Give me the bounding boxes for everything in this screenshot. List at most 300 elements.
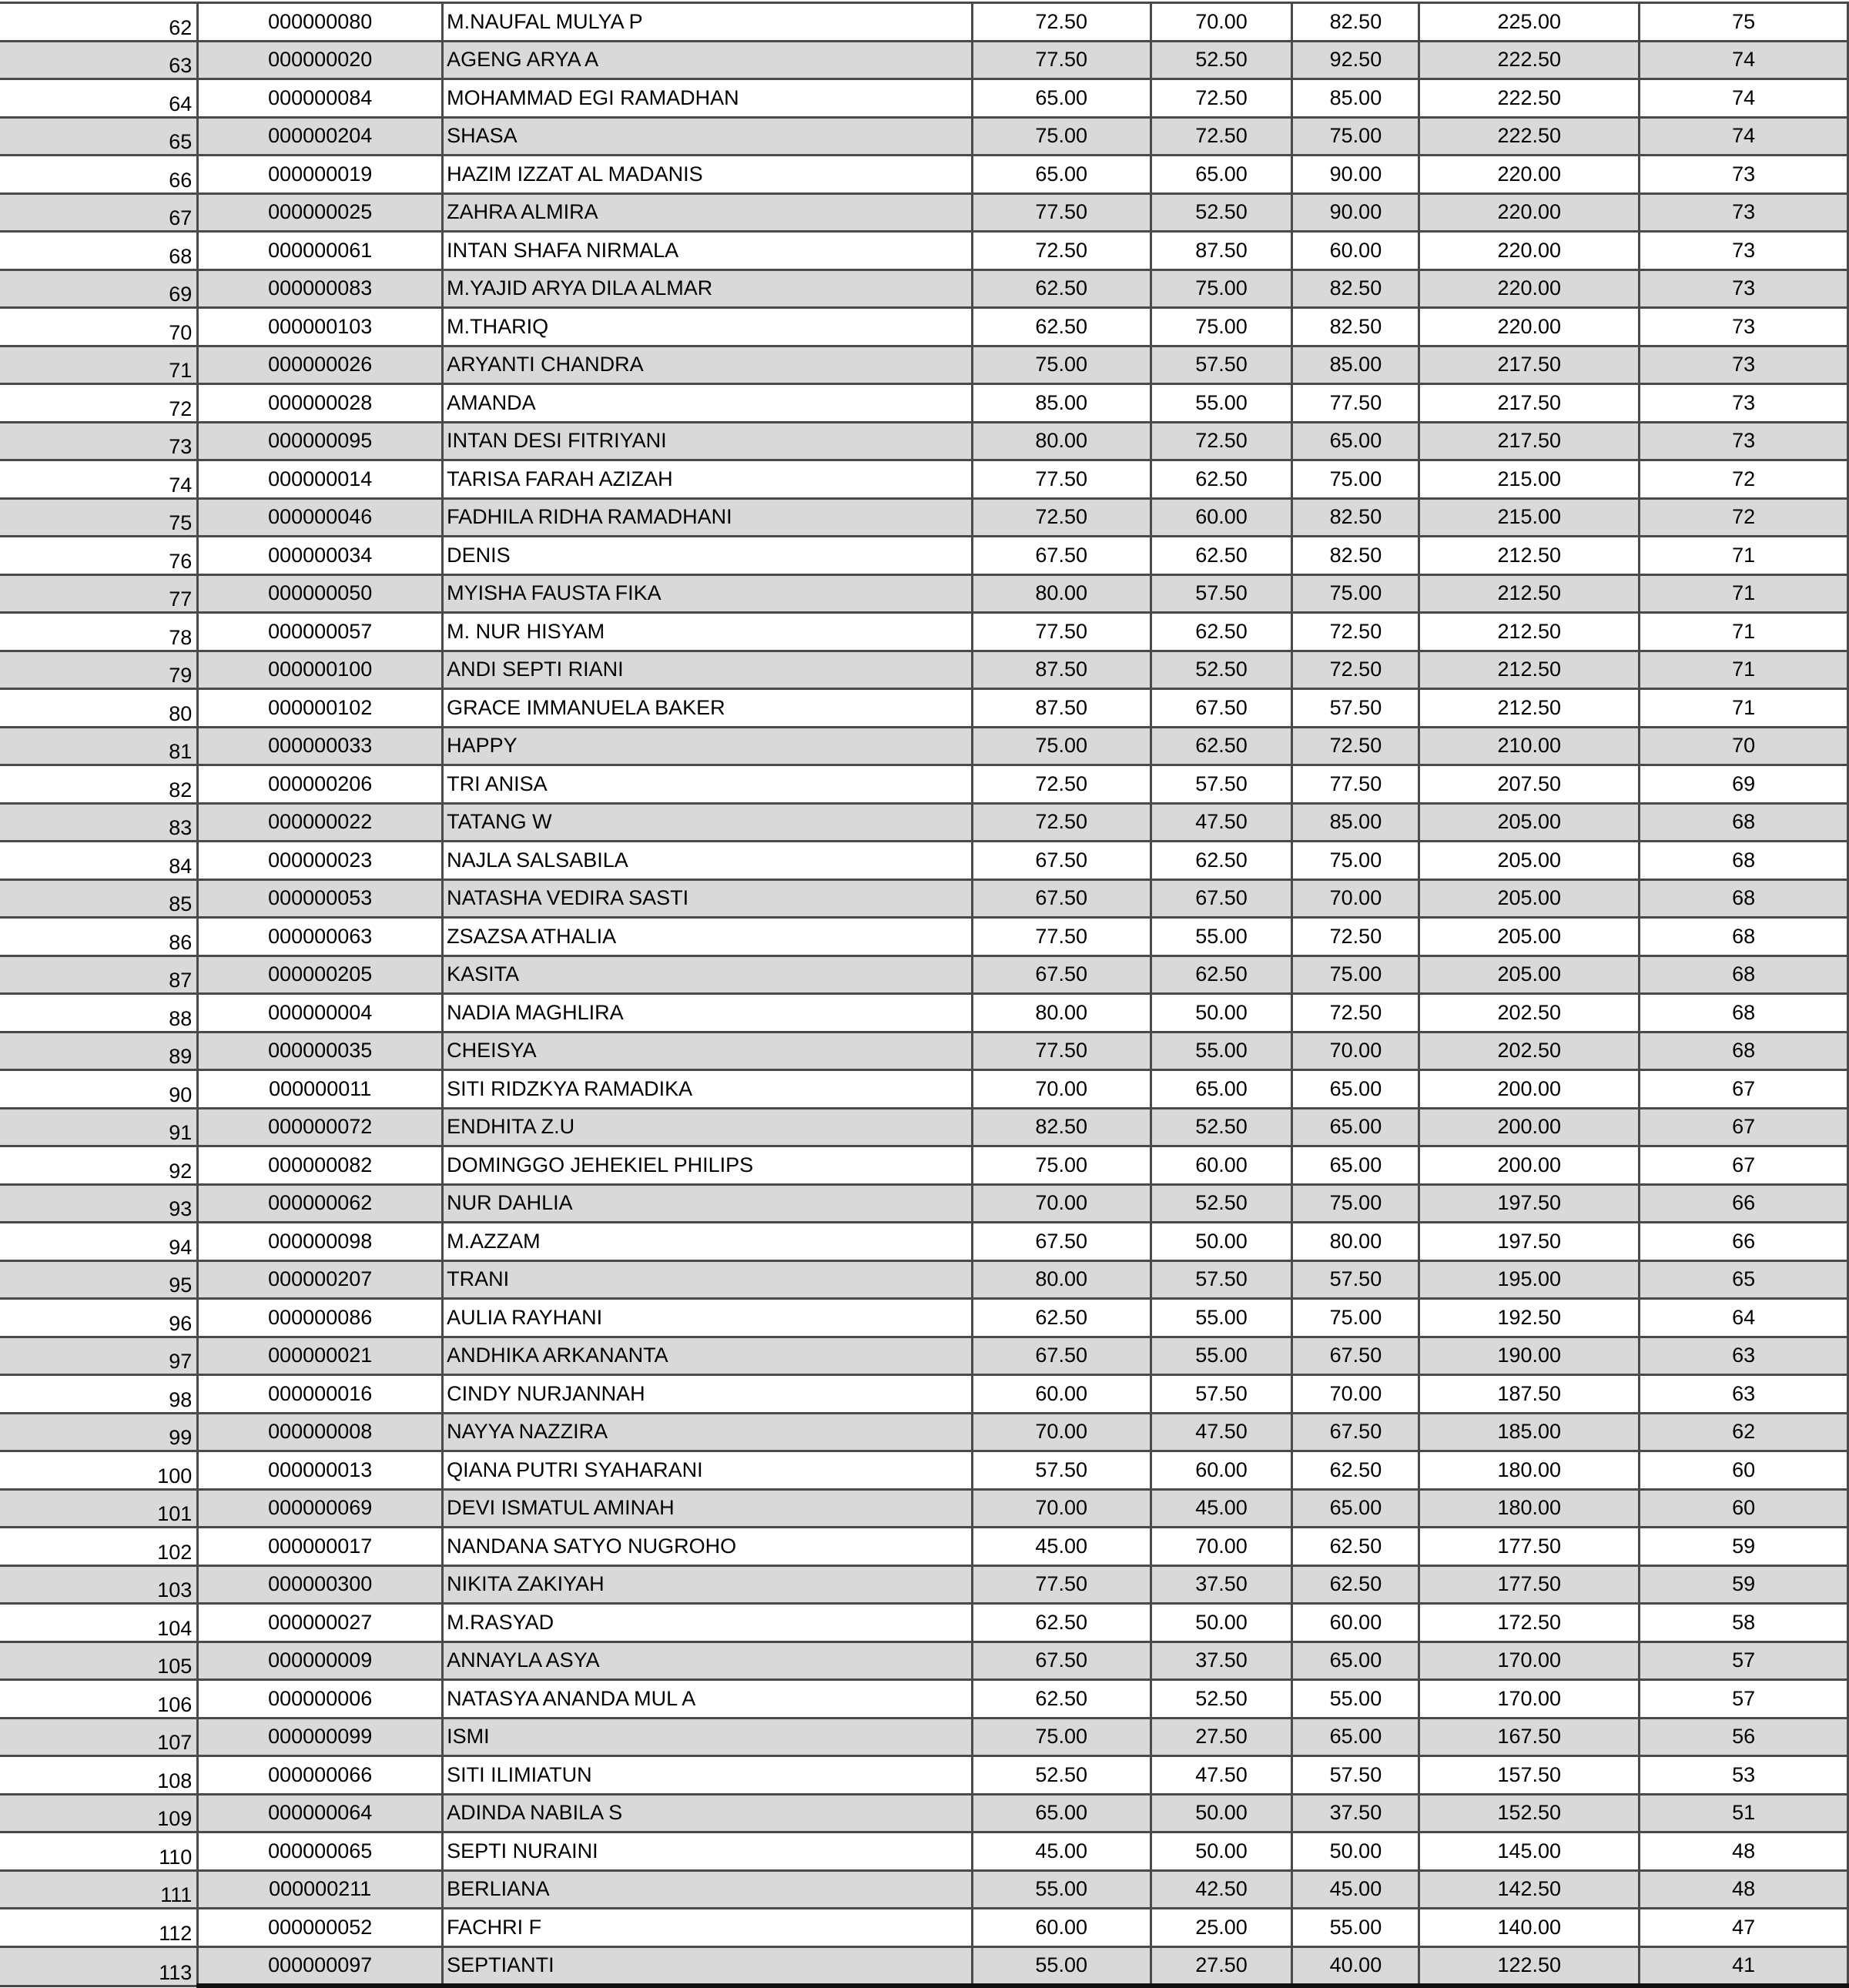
score-3-cell: 60.00	[1292, 232, 1419, 270]
score-3-cell: 75.00	[1292, 1184, 1419, 1223]
final-score-cell: 68	[1640, 918, 1848, 956]
total-cell: 217.50	[1419, 422, 1640, 460]
final-score-cell: 48	[1640, 1832, 1848, 1871]
final-score-cell: 67	[1640, 1108, 1848, 1146]
table-row	[0, 994, 1848, 1032]
row-number-cell: 93	[0, 1184, 198, 1223]
row-number-cell: 98	[0, 1375, 198, 1414]
score-3-cell: 72.50	[1292, 727, 1419, 765]
id-cell: 000000035	[198, 1032, 443, 1070]
score-2-cell: 70.00	[1151, 1528, 1292, 1566]
table-row	[0, 1146, 1848, 1185]
score-2-cell: 37.50	[1151, 1642, 1292, 1680]
table-row	[0, 765, 1848, 804]
score-3-cell: 65.00	[1292, 1070, 1419, 1109]
score-3-cell: 82.50	[1292, 498, 1419, 537]
score-2-cell: 55.00	[1151, 918, 1292, 956]
name-cell: FADHILA RIDHA RAMADHANI	[443, 498, 973, 537]
final-score-cell: 68	[1640, 1032, 1848, 1070]
id-cell: 000000004	[198, 994, 443, 1032]
score-2-cell: 55.00	[1151, 1032, 1292, 1070]
score-1-cell: 62.50	[972, 1299, 1151, 1337]
id-cell: 000000207	[198, 1260, 443, 1299]
score-2-cell: 60.00	[1151, 1451, 1292, 1490]
table-row	[0, 1299, 1848, 1337]
id-cell: 000000300	[198, 1565, 443, 1604]
id-cell: 000000025	[198, 193, 443, 232]
final-score-cell: 67	[1640, 1146, 1848, 1185]
score-1-cell: 87.50	[972, 689, 1151, 728]
score-3-cell: 75.00	[1292, 842, 1419, 880]
final-score-cell: 71	[1640, 651, 1848, 689]
score-3-cell: 82.50	[1292, 3, 1419, 42]
row-number-cell: 104	[0, 1604, 198, 1642]
score-2-cell: 57.50	[1151, 765, 1292, 804]
id-cell: 000000016	[198, 1375, 443, 1414]
score-1-cell: 67.50	[972, 842, 1151, 880]
score-3-cell: 55.00	[1292, 1680, 1419, 1719]
score-3-cell: 75.00	[1292, 1299, 1419, 1337]
name-cell: HAZIM IZZAT AL MADANIS	[443, 156, 973, 194]
name-cell: M. NUR HISYAM	[443, 613, 973, 651]
id-cell: 000000023	[198, 842, 443, 880]
score-2-cell: 65.00	[1151, 156, 1292, 194]
row-number-cell: 103	[0, 1565, 198, 1604]
total-cell: 222.50	[1419, 79, 1640, 118]
id-cell: 000000028	[198, 384, 443, 423]
name-cell: ANNAYLA ASYA	[443, 1642, 973, 1680]
id-cell: 000000102	[198, 689, 443, 728]
row-number-cell: 96	[0, 1299, 198, 1337]
name-cell: TARISA FARAH AZIZAH	[443, 460, 973, 499]
final-score-cell: 69	[1640, 765, 1848, 804]
name-cell: HAPPY	[443, 727, 973, 765]
score-2-cell: 75.00	[1151, 308, 1292, 346]
score-2-cell: 50.00	[1151, 994, 1292, 1032]
row-number-cell: 105	[0, 1642, 198, 1680]
name-cell: INTAN SHAFA NIRMALA	[443, 232, 973, 270]
id-cell: 000000008	[198, 1413, 443, 1451]
final-score-cell: 59	[1640, 1528, 1848, 1566]
name-cell: NAYYA NAZZIRA	[443, 1413, 973, 1451]
table-row	[0, 1375, 1848, 1414]
score-3-cell: 70.00	[1292, 879, 1419, 918]
score-3-cell: 82.50	[1292, 269, 1419, 308]
final-score-cell: 53	[1640, 1756, 1848, 1795]
results-table	[0, 2, 1849, 1988]
total-cell: 202.50	[1419, 994, 1640, 1032]
row-number-cell: 62	[0, 3, 198, 42]
score-1-cell: 77.50	[972, 193, 1151, 232]
score-1-cell: 80.00	[972, 422, 1151, 460]
row-number-cell: 64	[0, 79, 198, 118]
table-row	[0, 156, 1848, 194]
row-number-cell: 95	[0, 1260, 198, 1299]
score-3-cell: 85.00	[1292, 803, 1419, 842]
score-2-cell: 72.50	[1151, 79, 1292, 118]
total-cell: 205.00	[1419, 803, 1640, 842]
score-3-cell: 82.50	[1292, 537, 1419, 575]
table-row	[0, 1756, 1848, 1795]
total-cell: 152.50	[1419, 1794, 1640, 1832]
score-2-cell: 45.00	[1151, 1489, 1292, 1528]
id-cell: 000000211	[198, 1870, 443, 1909]
total-cell: 212.50	[1419, 574, 1640, 613]
score-3-cell: 37.50	[1292, 1794, 1419, 1832]
score-2-cell: 50.00	[1151, 1604, 1292, 1642]
final-score-cell: 68	[1640, 956, 1848, 994]
id-cell: 000000050	[198, 574, 443, 613]
table-row	[0, 918, 1848, 956]
score-1-cell: 62.50	[972, 308, 1151, 346]
row-number-cell: 110	[0, 1832, 198, 1871]
total-cell: 222.50	[1419, 117, 1640, 156]
total-cell: 210.00	[1419, 727, 1640, 765]
name-cell: AMANDA	[443, 384, 973, 423]
final-score-cell: 73	[1640, 308, 1848, 346]
total-cell: 222.50	[1419, 41, 1640, 79]
score-1-cell: 55.00	[972, 1946, 1151, 1986]
row-number-cell: 68	[0, 232, 198, 270]
score-1-cell: 77.50	[972, 918, 1151, 956]
table-row	[0, 651, 1848, 689]
id-cell: 000000095	[198, 422, 443, 460]
score-2-cell: 27.50	[1151, 1946, 1292, 1986]
table-row	[0, 1223, 1848, 1261]
score-1-cell: 85.00	[972, 384, 1151, 423]
table-row	[0, 1108, 1848, 1146]
score-2-cell: 75.00	[1151, 269, 1292, 308]
name-cell: QIANA PUTRI SYAHARANI	[443, 1451, 973, 1490]
score-2-cell: 50.00	[1151, 1832, 1292, 1871]
row-number-cell: 113	[0, 1946, 198, 1986]
total-cell: 217.50	[1419, 384, 1640, 423]
row-number-cell: 91	[0, 1108, 198, 1146]
final-score-cell: 66	[1640, 1184, 1848, 1223]
total-cell: 200.00	[1419, 1070, 1640, 1109]
name-cell: SEPTI NURAINI	[443, 1832, 973, 1871]
table-row	[0, 3, 1848, 42]
score-2-cell: 72.50	[1151, 422, 1292, 460]
score-3-cell: 55.00	[1292, 1909, 1419, 1947]
score-3-cell: 77.50	[1292, 384, 1419, 423]
score-2-cell: 52.50	[1151, 1108, 1292, 1146]
total-cell: 157.50	[1419, 1756, 1640, 1795]
score-3-cell: 75.00	[1292, 460, 1419, 499]
total-cell: 197.50	[1419, 1223, 1640, 1261]
score-3-cell: 92.50	[1292, 41, 1419, 79]
score-1-cell: 45.00	[972, 1832, 1151, 1871]
score-1-cell: 52.50	[972, 1756, 1151, 1795]
score-1-cell: 70.00	[972, 1070, 1151, 1109]
name-cell: AULIA RAYHANI	[443, 1299, 973, 1337]
final-score-cell: 73	[1640, 156, 1848, 194]
row-number-cell: 67	[0, 193, 198, 232]
row-number-cell: 70	[0, 308, 198, 346]
final-score-cell: 59	[1640, 1565, 1848, 1604]
name-cell: SEPTIANTI	[443, 1946, 973, 1986]
total-cell: 220.00	[1419, 308, 1640, 346]
total-cell: 192.50	[1419, 1299, 1640, 1337]
row-number-cell: 99	[0, 1413, 198, 1451]
total-cell: 212.50	[1419, 651, 1640, 689]
total-cell: 207.50	[1419, 765, 1640, 804]
score-3-cell: 60.00	[1292, 1604, 1419, 1642]
total-cell: 220.00	[1419, 193, 1640, 232]
score-2-cell: 67.50	[1151, 689, 1292, 728]
id-cell: 000000097	[198, 1946, 443, 1986]
total-cell: 122.50	[1419, 1946, 1640, 1986]
score-1-cell: 80.00	[972, 574, 1151, 613]
score-1-cell: 77.50	[972, 613, 1151, 651]
score-3-cell: 62.50	[1292, 1565, 1419, 1604]
score-1-cell: 70.00	[972, 1184, 1151, 1223]
table-row	[0, 1946, 1848, 1986]
score-1-cell: 72.50	[972, 498, 1151, 537]
table-row	[0, 346, 1848, 384]
total-cell: 180.00	[1419, 1451, 1640, 1490]
score-1-cell: 77.50	[972, 41, 1151, 79]
total-cell: 220.00	[1419, 156, 1640, 194]
total-cell: 220.00	[1419, 269, 1640, 308]
score-3-cell: 62.50	[1292, 1528, 1419, 1566]
total-cell: 205.00	[1419, 956, 1640, 994]
table-row	[0, 803, 1848, 842]
table-row	[0, 689, 1848, 728]
score-2-cell: 62.50	[1151, 956, 1292, 994]
total-cell: 180.00	[1419, 1489, 1640, 1528]
table-row	[0, 1604, 1848, 1642]
table-body	[0, 3, 1848, 1986]
row-number-cell: 101	[0, 1489, 198, 1528]
name-cell: GRACE IMMANUELA BAKER	[443, 689, 973, 728]
score-3-cell: 77.50	[1292, 765, 1419, 804]
score-1-cell: 72.50	[972, 3, 1151, 42]
total-cell: 190.00	[1419, 1337, 1640, 1375]
name-cell: KASITA	[443, 956, 973, 994]
score-2-cell: 87.50	[1151, 232, 1292, 270]
id-cell: 000000022	[198, 803, 443, 842]
total-cell: 220.00	[1419, 232, 1640, 270]
score-2-cell: 72.50	[1151, 117, 1292, 156]
score-2-cell: 47.50	[1151, 803, 1292, 842]
total-cell: 177.50	[1419, 1528, 1640, 1566]
final-score-cell: 63	[1640, 1337, 1848, 1375]
name-cell: M.YAJID ARYA DILA ALMAR	[443, 269, 973, 308]
row-number-cell: 65	[0, 117, 198, 156]
score-3-cell: 72.50	[1292, 613, 1419, 651]
name-cell: M.RASYAD	[443, 1604, 973, 1642]
row-number-cell: 112	[0, 1909, 198, 1947]
score-2-cell: 57.50	[1151, 346, 1292, 384]
score-1-cell: 60.00	[972, 1909, 1151, 1947]
table-row	[0, 613, 1848, 651]
row-number-cell: 97	[0, 1337, 198, 1375]
id-cell: 000000013	[198, 1451, 443, 1490]
name-cell: NATASHA VEDIRA SASTI	[443, 879, 973, 918]
score-2-cell: 57.50	[1151, 1375, 1292, 1414]
name-cell: SITI ILIMIATUN	[443, 1756, 973, 1795]
score-3-cell: 80.00	[1292, 1223, 1419, 1261]
row-number-cell: 75	[0, 498, 198, 537]
row-number-cell: 88	[0, 994, 198, 1032]
score-3-cell: 75.00	[1292, 574, 1419, 613]
id-cell: 000000065	[198, 1832, 443, 1871]
name-cell: ANDHIKA ARKANANTA	[443, 1337, 973, 1375]
table-row	[0, 1070, 1848, 1109]
row-number-cell: 89	[0, 1032, 198, 1070]
score-1-cell: 75.00	[972, 1146, 1151, 1185]
total-cell: 202.50	[1419, 1032, 1640, 1070]
score-1-cell: 55.00	[972, 1870, 1151, 1909]
score-1-cell: 75.00	[972, 1718, 1151, 1756]
score-1-cell: 75.00	[972, 346, 1151, 384]
final-score-cell: 62	[1640, 1413, 1848, 1451]
table-row	[0, 1642, 1848, 1680]
table-row	[0, 1565, 1848, 1604]
total-cell: 172.50	[1419, 1604, 1640, 1642]
name-cell: M.THARIQ	[443, 308, 973, 346]
final-score-cell: 71	[1640, 689, 1848, 728]
score-2-cell: 52.50	[1151, 1184, 1292, 1223]
table-row	[0, 41, 1848, 79]
table-row	[0, 1413, 1848, 1451]
id-cell: 000000019	[198, 156, 443, 194]
score-2-cell: 70.00	[1151, 3, 1292, 42]
score-1-cell: 65.00	[972, 1794, 1151, 1832]
table-row	[0, 1909, 1848, 1947]
row-number-cell: 73	[0, 422, 198, 460]
id-cell: 000000014	[198, 460, 443, 499]
name-cell: CHEISYA	[443, 1032, 973, 1070]
row-number-cell: 81	[0, 727, 198, 765]
total-cell: 205.00	[1419, 842, 1640, 880]
name-cell: NADIA MAGHLIRA	[443, 994, 973, 1032]
row-number-cell: 69	[0, 269, 198, 308]
name-cell: DENIS	[443, 537, 973, 575]
final-score-cell: 58	[1640, 1604, 1848, 1642]
score-1-cell: 67.50	[972, 1223, 1151, 1261]
final-score-cell: 41	[1640, 1946, 1848, 1986]
final-score-cell: 71	[1640, 574, 1848, 613]
table-row	[0, 269, 1848, 308]
id-cell: 000000046	[198, 498, 443, 537]
table-row	[0, 574, 1848, 613]
id-cell: 000000205	[198, 956, 443, 994]
score-3-cell: 50.00	[1292, 1832, 1419, 1871]
row-number-cell: 71	[0, 346, 198, 384]
name-cell: DEVI ISMATUL AMINAH	[443, 1489, 973, 1528]
name-cell: TATANG W	[443, 803, 973, 842]
score-1-cell: 87.50	[972, 651, 1151, 689]
table-row	[0, 232, 1848, 270]
final-score-cell: 73	[1640, 269, 1848, 308]
total-cell: 212.50	[1419, 537, 1640, 575]
id-cell: 000000009	[198, 1642, 443, 1680]
score-1-cell: 77.50	[972, 460, 1151, 499]
id-cell: 000000020	[198, 41, 443, 79]
id-cell: 000000021	[198, 1337, 443, 1375]
score-2-cell: 27.50	[1151, 1718, 1292, 1756]
id-cell: 000000103	[198, 308, 443, 346]
score-1-cell: 67.50	[972, 879, 1151, 918]
score-3-cell: 67.50	[1292, 1337, 1419, 1375]
total-cell: 212.50	[1419, 613, 1640, 651]
name-cell: SHASA	[443, 117, 973, 156]
final-score-cell: 60	[1640, 1489, 1848, 1528]
score-2-cell: 67.50	[1151, 879, 1292, 918]
score-1-cell: 62.50	[972, 1604, 1151, 1642]
row-number-cell: 87	[0, 956, 198, 994]
name-cell: ZSAZSA ATHALIA	[443, 918, 973, 956]
score-1-cell: 80.00	[972, 1260, 1151, 1299]
score-3-cell: 75.00	[1292, 956, 1419, 994]
total-cell: 205.00	[1419, 918, 1640, 956]
total-cell: 140.00	[1419, 1909, 1640, 1947]
final-score-cell: 73	[1640, 422, 1848, 460]
score-3-cell: 85.00	[1292, 346, 1419, 384]
final-score-cell: 57	[1640, 1642, 1848, 1680]
score-2-cell: 65.00	[1151, 1070, 1292, 1109]
score-1-cell: 77.50	[972, 1032, 1151, 1070]
final-score-cell: 73	[1640, 384, 1848, 423]
table-row	[0, 1718, 1848, 1756]
table-row	[0, 384, 1848, 423]
id-cell: 000000034	[198, 537, 443, 575]
row-number-cell: 76	[0, 537, 198, 575]
score-1-cell: 62.50	[972, 1680, 1151, 1719]
table-row	[0, 422, 1848, 460]
score-3-cell: 65.00	[1292, 1718, 1419, 1756]
id-cell: 000000066	[198, 1756, 443, 1795]
id-cell: 000000069	[198, 1489, 443, 1528]
score-1-cell: 72.50	[972, 765, 1151, 804]
id-cell: 000000052	[198, 1909, 443, 1947]
score-3-cell: 72.50	[1292, 994, 1419, 1032]
id-cell: 000000099	[198, 1718, 443, 1756]
id-cell: 000000098	[198, 1223, 443, 1261]
id-cell: 000000053	[198, 879, 443, 918]
id-cell: 000000072	[198, 1108, 443, 1146]
score-2-cell: 52.50	[1151, 41, 1292, 79]
total-cell: 197.50	[1419, 1184, 1640, 1223]
id-cell: 000000204	[198, 117, 443, 156]
final-score-cell: 72	[1640, 498, 1848, 537]
name-cell: NATASYA ANANDA MUL A	[443, 1680, 973, 1719]
table-row	[0, 1337, 1848, 1375]
score-3-cell: 90.00	[1292, 156, 1419, 194]
score-1-cell: 45.00	[972, 1528, 1151, 1566]
score-3-cell: 65.00	[1292, 1642, 1419, 1680]
id-cell: 000000084	[198, 79, 443, 118]
row-number-cell: 106	[0, 1680, 198, 1719]
name-cell: MYISHA FAUSTA FIKA	[443, 574, 973, 613]
score-1-cell: 67.50	[972, 537, 1151, 575]
table-row	[0, 117, 1848, 156]
score-2-cell: 57.50	[1151, 574, 1292, 613]
row-number-cell: 77	[0, 574, 198, 613]
id-cell: 000000033	[198, 727, 443, 765]
score-1-cell: 67.50	[972, 956, 1151, 994]
row-number-cell: 86	[0, 918, 198, 956]
score-2-cell: 55.00	[1151, 384, 1292, 423]
final-score-cell: 65	[1640, 1260, 1848, 1299]
table-row	[0, 1489, 1848, 1528]
score-1-cell: 82.50	[972, 1108, 1151, 1146]
total-cell: 217.50	[1419, 346, 1640, 384]
final-score-cell: 74	[1640, 79, 1848, 118]
final-score-cell: 60	[1640, 1451, 1848, 1490]
